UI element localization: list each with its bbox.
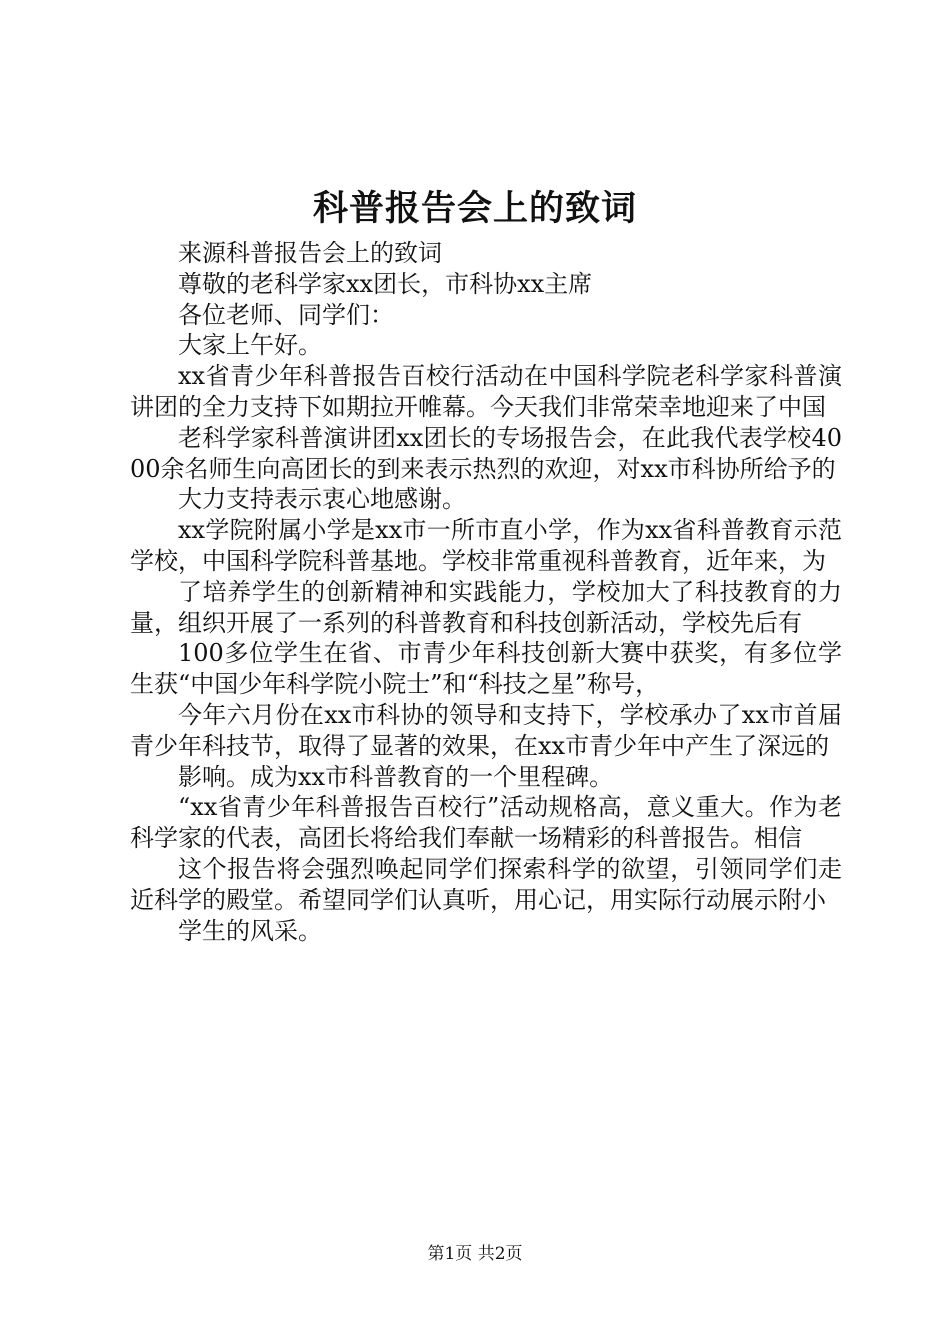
paragraph: 影响。成为xx市科普教育的一个里程碑。 — [178, 762, 614, 791]
paragraph: 各位老师、同学们： — [178, 300, 394, 329]
page-number-footer: 第1页 共2页 — [427, 1244, 523, 1264]
paragraph: 这个报告将会强烈唤起同学们探索科学的欲望，引领同学们走近科学的殿堂。希望同学们认真听，用心记，用实际行动展示附小 — [130, 854, 842, 914]
paragraph: 了培养学生的创新精神和实践能力，学校加大了科技教育的力量，组织开展了一系列的科普教育和科技创新活动，学校先后有 — [130, 577, 842, 637]
document-title: 科普报告会上的致词 — [312, 188, 637, 229]
paragraph: “xx省青少年科普报告百校行”活动规格高，意义重大。作为老科学家的代表，高团长将给我们奉献一场精彩的科普报告。相信 — [130, 793, 842, 853]
paragraph: xx省青少年科普报告百校行活动在中国科学院老科学家科普演讲团的全力支持下如期拉开帷幕。今天我们非常荣幸地迎来了中国 — [130, 362, 842, 421]
paragraph: 大力支持表示衷心地感谢。 — [178, 485, 466, 514]
paragraph: 来源科普报告会上的致词 — [178, 239, 442, 267]
paragraph: 学生的风采。 — [178, 916, 322, 945]
paragraph: 老科学家科普演讲团xx团长的专场报告会，在此我代表学校4000余名师生向高团长的到来表示热烈的欢迎，对xx市科协所给予的 — [130, 423, 842, 483]
paragraph: xx学院附属小学是xx市一所市直小学，作为xx省科普教育示范学校，中国科学院科普基地。学校非常重视科普教育，近年来，为 — [130, 516, 842, 575]
document-body — [130, 238, 842, 946]
paragraph: 尊敬的老科学家xx团长，市科协xx主席 — [178, 269, 593, 298]
paragraph: 100多位学生在省、市青少年科技创新大赛中获奖，有多位学生获“中国少年科学院小院士”和“科技之星”称号， — [130, 639, 842, 699]
paragraph: 大家上午好。 — [178, 331, 322, 360]
paragraph: 今年六月份在xx市科协的领导和支持下，学校承办了xx市首届青少年科技节，取得了显著的效果，在xx市青少年中产生了深远的 — [130, 700, 842, 760]
